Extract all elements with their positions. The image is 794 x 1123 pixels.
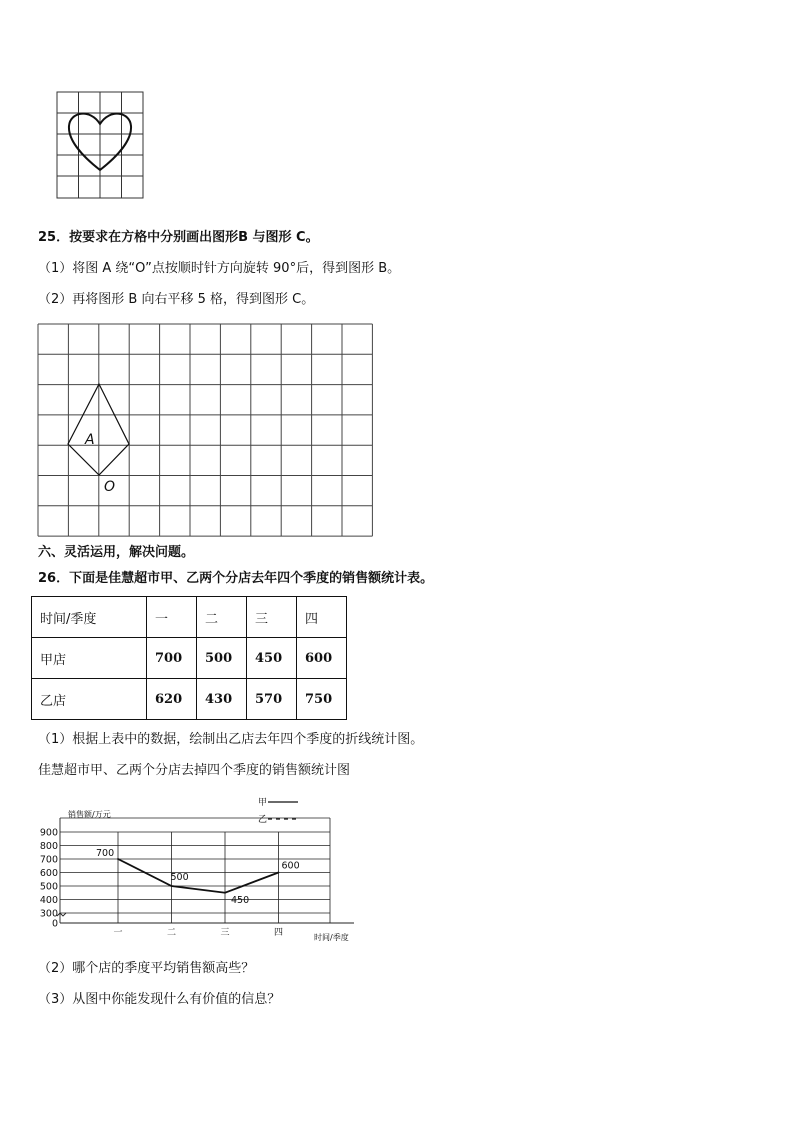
q26-sub2: （2）哪个店的季度平均销售额高些？	[38, 961, 255, 976]
x-tick-label: 四	[273, 928, 284, 938]
legend-label: 甲	[258, 798, 268, 808]
section6-title: 六、灵活运用，解决问题。	[38, 545, 195, 560]
data-label: 450	[231, 894, 250, 906]
series-point	[278, 872, 280, 874]
y-axis-label: 销售额/万元	[68, 810, 111, 819]
sales-table	[31, 596, 347, 720]
q26-sub1: （1）根据上表中的数据，绘制出乙店去年四个季度的折线统计图。	[38, 732, 424, 747]
chart-heading: 佳慧超市甲、乙两个分店去掉四个季度的销售额统计图	[38, 763, 351, 778]
legend-label: 乙	[258, 815, 268, 825]
table-cell: 450	[247, 638, 297, 679]
heart-grid-figure	[52, 88, 148, 202]
q25-step1: （1）将图 A 绕“O”点按顺时针方向旋转 90°后，得到图形 B。	[38, 261, 401, 276]
table-row	[32, 679, 347, 720]
table-cell: 570	[247, 679, 297, 720]
table-header-cell: 二	[197, 597, 247, 638]
y-tick-label: 500	[39, 881, 58, 893]
x-tick-label: 一	[113, 928, 123, 938]
x-axis-label: 时间/季度	[314, 933, 349, 942]
table-header-cell: 三	[247, 597, 297, 638]
y-tick-label: 0	[51, 918, 58, 930]
table-cell: 500	[197, 638, 247, 679]
table-cell: 600	[297, 638, 347, 679]
label-a: A	[85, 432, 95, 448]
series-point	[117, 858, 119, 860]
y-tick-label: 800	[39, 841, 58, 852]
y-tick-label: 400	[39, 895, 58, 906]
q26-title: 26．下面是佳慧超市甲、乙两个分店去年四个季度的销售额统计表。	[38, 571, 434, 586]
data-label: 600	[281, 860, 300, 872]
data-label: 500	[170, 872, 189, 883]
table-row	[32, 638, 347, 679]
series-line-甲	[118, 859, 279, 893]
axis-break-mark	[57, 913, 66, 916]
x-tick-label: 三	[220, 928, 230, 938]
sales-line-chart	[30, 790, 370, 950]
table-header-cell: 四	[297, 597, 347, 638]
y-tick-label: 700	[39, 854, 58, 866]
table-cell: 700	[147, 638, 197, 679]
y-tick-label: 600	[39, 868, 58, 879]
table-header-row	[32, 597, 347, 638]
table-cell: 750	[297, 679, 347, 720]
y-tick-label: 900	[39, 827, 58, 839]
table-cell: 430	[197, 679, 247, 720]
label-o: O	[104, 479, 116, 495]
q25-step2: （2）再将图形 B 向右平移 5 格，得到图形 C。	[38, 292, 315, 307]
q26-sub3: （3）从图中你能发现什么有价值的信息？	[38, 992, 281, 1007]
table-cell: 620	[147, 679, 197, 720]
table-header-cell: 时间/季度	[32, 597, 147, 638]
table-header-cell: 一	[147, 597, 197, 638]
q25-title: 25．按要求在方格中分别画出图形B 与图形 C。	[38, 230, 319, 245]
table-cell-store: 甲店	[32, 638, 147, 679]
x-tick-label: 二	[166, 928, 177, 938]
series-point	[171, 885, 173, 887]
y-tick-label: 300	[39, 908, 58, 920]
table-cell-store: 乙店	[32, 679, 147, 720]
rotation-grid	[37, 323, 373, 537]
series-point	[224, 892, 226, 894]
data-label: 700	[96, 848, 115, 859]
